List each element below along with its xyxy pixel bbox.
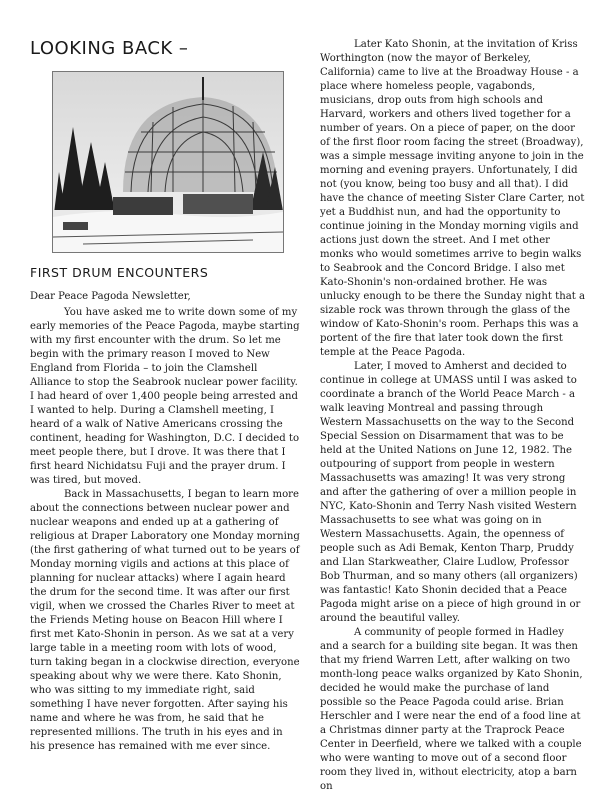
article-subheading: FIRST DRUM ENCOUNTERS bbox=[30, 265, 209, 280]
letter-greeting: Dear Peace Pagoda Newsletter, bbox=[30, 291, 191, 302]
left-paragraph-1: You have asked me to write down some of my early memories of the Peace Pagoda, maybe starting with my first encounter with the drum. So let me begin with the primary reason I moved to New England from Florida – to join the Clamshell Alliance to stop the Seabrook nuclear power facility. I had heard of over 1,400 people being arrested and I wanted to help. During a Clamshell meeting, I heard of a walk of Native Americans crossing the continent, heading for Washington, D.C. I decided to meet people there, but I drove. It was there that I first heard Nichidatsu Fuji and the prayer drum. I was tired, but moved. bbox=[30, 307, 300, 486]
pagoda-under-construction-photo bbox=[52, 71, 284, 253]
photo-illustration bbox=[53, 72, 283, 252]
page-heading: LOOKING BACK – bbox=[30, 38, 189, 59]
right-paragraph-2: Later, I moved to Amherst and decided to continue in college at UMASS until I was asked to coordinate a branch of the World Peace March - a walk leaving Montreal and passing through Western Massachusetts on the way to the Second Special Session on Disarmament that was to be held at the United Nations on June 12, 1982. The outpouring of support from people in western Massachusetts was amazing! It was very strong and after the gathering of over a million people in NYC, Kato-Shonin and Terry Nash visited Western Massachusetts to see what was going on in Western Massachusetts. Again, the openness of people such as Adi Bemak, Kenton Tharp, Pruddy and Llan Starkweather, Claire Ludlow, Professor Bob Thurman, and so many others (all organizers) was fantastic! Kato Shonin decided that a Peace Pagoda might arise on a piece of high ground in or around the beautiful valley. bbox=[320, 361, 581, 624]
right-column bbox=[320, 38, 585, 794]
right-paragraph-3: A community of people formed in Hadley and a search for a building site began. It was then that my friend Warren Lett, after walking on two month-long peace walks organized by Kato Shonin, decided he would make the purchase of land possible so the Peace Pagoda could arise. Brian Herschler and I were near the end of a food line at a Christmas dinner party at the Traprock Peace Center in Deerfield, where we talked with a couple who were wanting to move out of a second floor room they lived in, without electricity, atop a barn on bbox=[320, 627, 583, 792]
left-paragraph-2: Back in Massachusetts, I began to learn more about the connections between nuclear power and nuclear weapons and ended up at a gathering of religious at Draper Laboratory one Monday morning (the first gathering of what turned out to be years of Monday morning vigils and actions at this place of planning for nuclear attacks) where I again heard the drum for the second time. It was after our first vigil, when we crossed the Charles River to meet at the Friends Meting house on Beacon Hill where I first met Kato-Shonin in person. As we sat at a very large table in a meeting room with lots of wood, turn taking began in a clockwise direction, everyone speaking about why we were there. Kato Shonin, who was sitting to my immediate right, said something I have never forgotten. After saying his name and where he was from, he said that he represented millions. The truth in his eyes and in his presence has remained with me ever since. bbox=[30, 489, 300, 752]
right-paragraph-1: Later Kato Shonin, at the invitation of Kriss Worthington (now the mayor of Berkeley, California) came to live at the Broadway House - a place where homeless people, vagabonds, musicians, drop outs from high schools and Harvard, workers and others lived together for a number of years. On a piece of paper, on the door of the first floor room facing the street (Broadway), was a simple message inviting anyone to join in the morning and evening prayers. Unfortunately, I did not (you know, being too busy and all that). I did have the chance of meeting Sister Clare Carter, not yet a Buddhist nun, and had the opportunity to continue joining in the Monday morning vigils and actions just down the street. And I met other monks who would sometimes arrive to begin walks to Seabrook and the Concord Bridge. I also met Kato-Shonin's non-ordained brother. He was unlucky enough to be there the Sunday night that a sizable rock was thrown through the glass of the window of Kato-Shonin's room. Perhaps this was a portent of the fire that later took down the first temple at the Peace Pagoda. bbox=[320, 39, 586, 358]
left-column bbox=[30, 38, 300, 754]
